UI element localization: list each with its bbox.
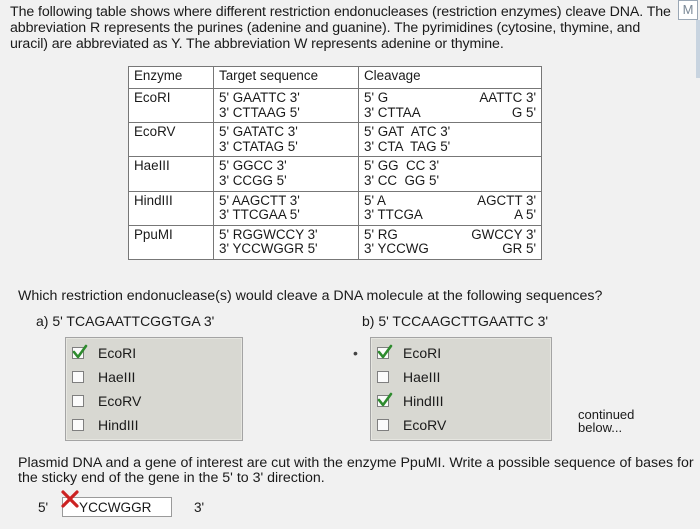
- checkbox[interactable]: [377, 419, 389, 431]
- choice-label: EcoRI: [98, 345, 137, 361]
- corner-tab[interactable]: M: [678, 0, 698, 20]
- cleavage-left: 3' YCCWG: [364, 241, 429, 257]
- enzyme-name: PpuMI: [129, 225, 214, 259]
- enzyme-name: HaeIII: [129, 157, 214, 191]
- plasmid-line-1: Plasmid DNA and a gene of interest are cut with the enzyme PpuMI. Write a possible sequence of bases for: [18, 455, 694, 471]
- target-strand: 5' GAATTC 3': [219, 90, 300, 105]
- choices-a-panel: [65, 337, 243, 441]
- choice-label: EcoRV: [403, 417, 447, 433]
- checkmark-icon: [72, 344, 88, 360]
- checkbox[interactable]: [72, 395, 84, 407]
- choice-haeiii[interactable]: [72, 367, 135, 387]
- cleavage-left: 3' CTA TAG 5': [364, 138, 451, 154]
- target-sequence: [214, 191, 359, 225]
- cleavage-left: 5' A: [364, 192, 386, 208]
- choices-b-panel: [370, 337, 552, 441]
- cleavage-strand: [364, 242, 536, 257]
- cleavage-right: AATTC 3': [479, 90, 536, 105]
- target-sequence: [214, 123, 359, 157]
- cleavage-strand: [364, 125, 536, 140]
- cleavage-strand: [364, 228, 536, 243]
- plasmid-line-2: the sticky end of the gene in the 5' to 3' direction.: [18, 470, 325, 486]
- choice-hindiii[interactable]: [377, 391, 443, 411]
- plasmid-question: [18, 456, 698, 486]
- sequence-b: b) 5' TCCAAGCTTGAATTC 3': [362, 313, 549, 329]
- answer-prefix: 5': [38, 500, 49, 515]
- checkbox[interactable]: [72, 419, 84, 431]
- cleavage-left: 3' CC GG 5': [364, 172, 440, 188]
- enzyme-table: [128, 66, 542, 260]
- checkmark-icon: [377, 392, 393, 408]
- enzyme-name: HindIII: [129, 191, 214, 225]
- question-text: Which restriction endonuclease(s) would cleave a DNA molecule at the following sequences?: [18, 288, 603, 304]
- cleavage-site: [359, 191, 542, 225]
- choice-label: EcoRI: [403, 345, 442, 361]
- choice-label: HindIII: [403, 393, 444, 409]
- cleavage-left: 5' G: [364, 90, 389, 105]
- cleavage-right: G 5': [511, 104, 536, 120]
- target-strand: 3' TTCGAA 5': [219, 207, 300, 223]
- choice-hindiii[interactable]: [72, 415, 138, 435]
- cleavage-strand: [364, 208, 536, 223]
- header-enzyme: Enzyme: [129, 67, 214, 89]
- cleavage-left: 3' CTTAA: [364, 104, 421, 120]
- cleavage-strand: [364, 106, 536, 121]
- cleavage-strand: [364, 91, 536, 106]
- target-strand: 5' GATATC 3': [219, 124, 298, 140]
- checkmark-icon: [377, 344, 393, 360]
- choice-label: EcoRV: [98, 393, 142, 409]
- table-row: [129, 191, 542, 225]
- cleavage-left: 5' GG CC 3': [364, 158, 440, 174]
- bullet-dot: •: [353, 345, 358, 361]
- cleavage-left: 5' RG: [364, 226, 398, 242]
- target-strand: 5' RGGWCCY 3': [219, 226, 318, 242]
- choice-ecori[interactable]: [72, 343, 136, 363]
- target-strand: 3' CCGG 5': [219, 172, 287, 188]
- answer-value: YCCWGGR: [79, 500, 152, 515]
- cleavage-right: GR 5': [502, 241, 536, 257]
- wrong-x-icon: [59, 488, 81, 510]
- target-sequence: [214, 225, 359, 259]
- checkbox[interactable]: [72, 371, 84, 383]
- cleavage-left: 5' GAT ATC 3': [364, 124, 451, 140]
- target-strand: 5' AAGCTT 3': [219, 192, 300, 208]
- answer-suffix: 3': [194, 500, 205, 515]
- cleavage-strand: [364, 159, 536, 174]
- sequence-a: a) 5' TCAGAATTCGGTGA 3': [36, 313, 215, 329]
- choice-label: HaeIII: [403, 369, 441, 385]
- intro-text: [10, 4, 694, 52]
- checkbox[interactable]: [377, 395, 389, 407]
- checkbox[interactable]: [377, 371, 389, 383]
- cleavage-right: GWCCY 3': [471, 226, 536, 242]
- intro-line-1: The following table shows where different restriction endonucleases (restriction enzymes) cleave DNA. The: [10, 4, 671, 20]
- cleavage-site: [359, 123, 542, 157]
- scroll-strip: [696, 20, 700, 78]
- table-row: [129, 157, 542, 191]
- table-row: [129, 225, 542, 259]
- target-strand: 3' CTATAG 5': [219, 138, 298, 154]
- header-target-sequence: Target sequence: [214, 67, 359, 89]
- choice-ecorv[interactable]: [377, 415, 446, 435]
- cleavage-strand: [364, 194, 536, 209]
- cleavage-right: A 5': [514, 207, 536, 223]
- intro-line-3: uracil) are abbreviated as Y. The abbreviation W represents adenine or thymine.: [10, 36, 504, 52]
- continued-line-2: below...: [578, 420, 623, 435]
- answer-input[interactable]: [62, 497, 172, 517]
- cleavage-site: [359, 225, 542, 259]
- target-strand: 5' GGCC 3': [219, 158, 287, 174]
- continued-line-1: continued: [578, 407, 635, 422]
- cleavage-strand: [364, 140, 536, 155]
- checkbox[interactable]: [377, 347, 389, 359]
- intro-line-2: abbreviation R represents the purines (adenine and guanine). The pyrimidines (cytosine, thymine, and: [10, 20, 641, 36]
- cleavage-strand: [364, 174, 536, 189]
- enzyme-name: EcoRV: [129, 123, 214, 157]
- target-strand: 3' CTTAAG 5': [219, 104, 300, 120]
- target-sequence: [214, 89, 359, 123]
- target-sequence: [214, 157, 359, 191]
- checkbox[interactable]: [72, 347, 84, 359]
- choice-ecori[interactable]: [377, 343, 441, 363]
- choice-ecorv[interactable]: [72, 391, 141, 411]
- choice-label: HaeIII: [98, 369, 136, 385]
- enzyme-name: EcoRI: [129, 89, 214, 123]
- choice-haeiii[interactable]: [377, 367, 440, 387]
- cleavage-site: [359, 157, 542, 191]
- cleavage-right: AGCTT 3': [477, 192, 536, 208]
- table-row: [129, 123, 542, 157]
- continued-note: [578, 408, 634, 434]
- table-row: [129, 89, 542, 123]
- choice-label: HindIII: [98, 417, 139, 433]
- cleavage-site: [359, 89, 542, 123]
- header-cleavage: Cleavage: [359, 67, 542, 89]
- target-strand: 3' YCCWGGR 5': [219, 241, 318, 257]
- cleavage-left: 3' TTCGA: [364, 207, 423, 223]
